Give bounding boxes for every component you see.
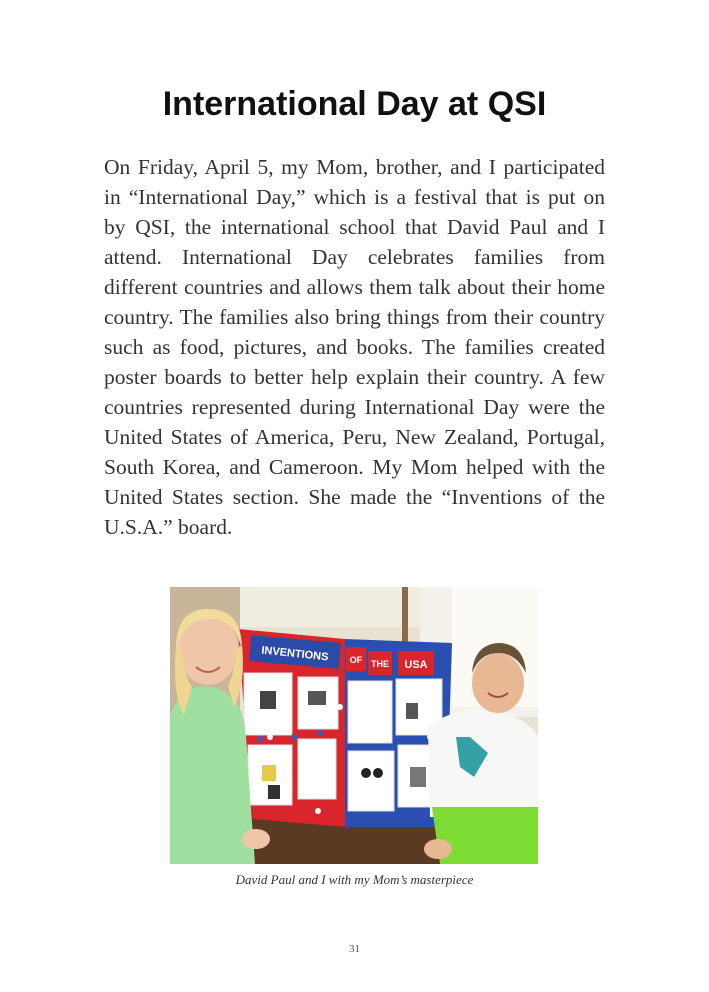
banner-of: OF (349, 655, 363, 665)
banner-the: THE (371, 659, 389, 669)
photo (170, 587, 538, 864)
page-title: International Day at QSI (162, 85, 547, 123)
article-body: On Friday, April 5, my Mom, brother, and I participated in “International Day,” which is a festival that is put on by QSI, the international school that David Paul and I attend. International Day celebrates families from different countries and allows them talk about their home country. The families also bring things from their country such as food, pictures, and books. The families created poster boards to better help explain their country. A few countries represented during International Day were the United States of America, Peru, New Zealand, Portugal, South Korea, and Cameroon. My Mom helped with the United States section. She made the “Inventions of the U.S.A.” board. (104, 155, 605, 539)
banner-usa: USA (404, 659, 428, 671)
photo-caption: David Paul and I with my Mom’s masterpiece (235, 872, 474, 887)
poster-board-left (238, 629, 345, 827)
page-number: 31 (349, 943, 360, 955)
banner-inventions: INVENTIONS (260, 644, 329, 664)
